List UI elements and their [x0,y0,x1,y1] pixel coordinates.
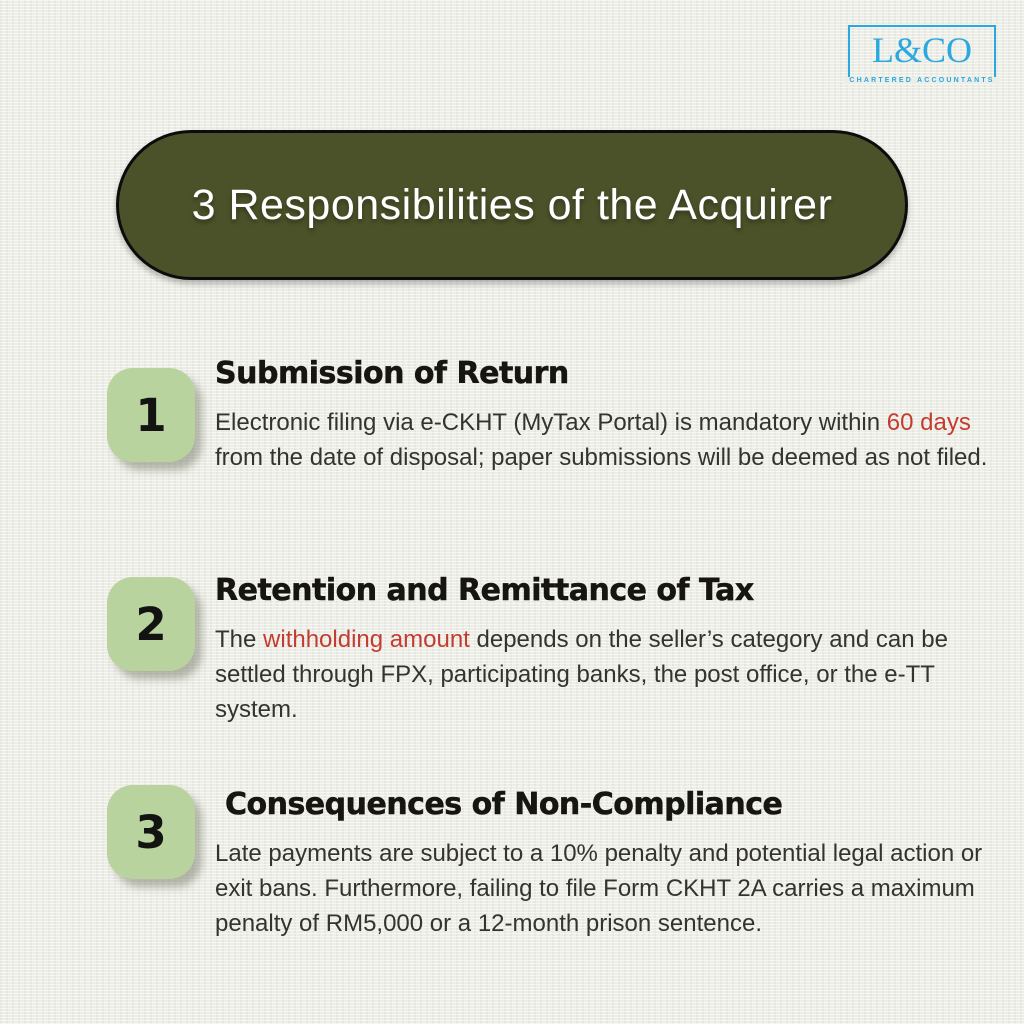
section-number-badge [107,577,195,671]
section-content [215,787,995,941]
section-content [215,356,995,475]
section-number: 2 [135,597,167,651]
body-text: The [215,626,264,653]
page-title: 3 Responsibilities of the Acquirer [191,180,833,229]
section-number: 3 [135,805,167,859]
body-text: from the date of disposal; paper submissions will be deemed as not filed. [215,444,988,471]
section-body [215,405,995,475]
section-content [215,573,995,727]
section-heading: Retention and Remittance of Tax [215,573,754,608]
section-number-badge [107,368,195,462]
section-number: 1 [135,388,167,442]
body-text: Electronic filing via e-CKHT (MyTax Portal) is mandatory within [215,409,887,436]
section-body [215,622,995,727]
body-text: depends on the seller’s category and can be settled through FPX, participating banks, the post office, or the e-TT system. [215,626,948,723]
section-heading: Submission of Return [215,356,569,391]
body-highlight-text: withholding amount [263,626,470,653]
logo-wordmark: L&CO [871,30,972,70]
section-number-badge [107,785,195,879]
body-text: Late payments are subject to a 10% penalty and potential legal action or exit bans. Furthermore, failing to file Form CKHT 2A carries a maximum penalty of RM5,000 or a 12-month prison sentence. [215,840,983,937]
logo-tagline: CHARTERED ACCOUNTANTS [844,77,999,84]
section-heading: Consequences of Non-Compliance [215,787,783,822]
section-body [215,836,995,941]
body-highlight-text: 60 days [886,409,971,436]
